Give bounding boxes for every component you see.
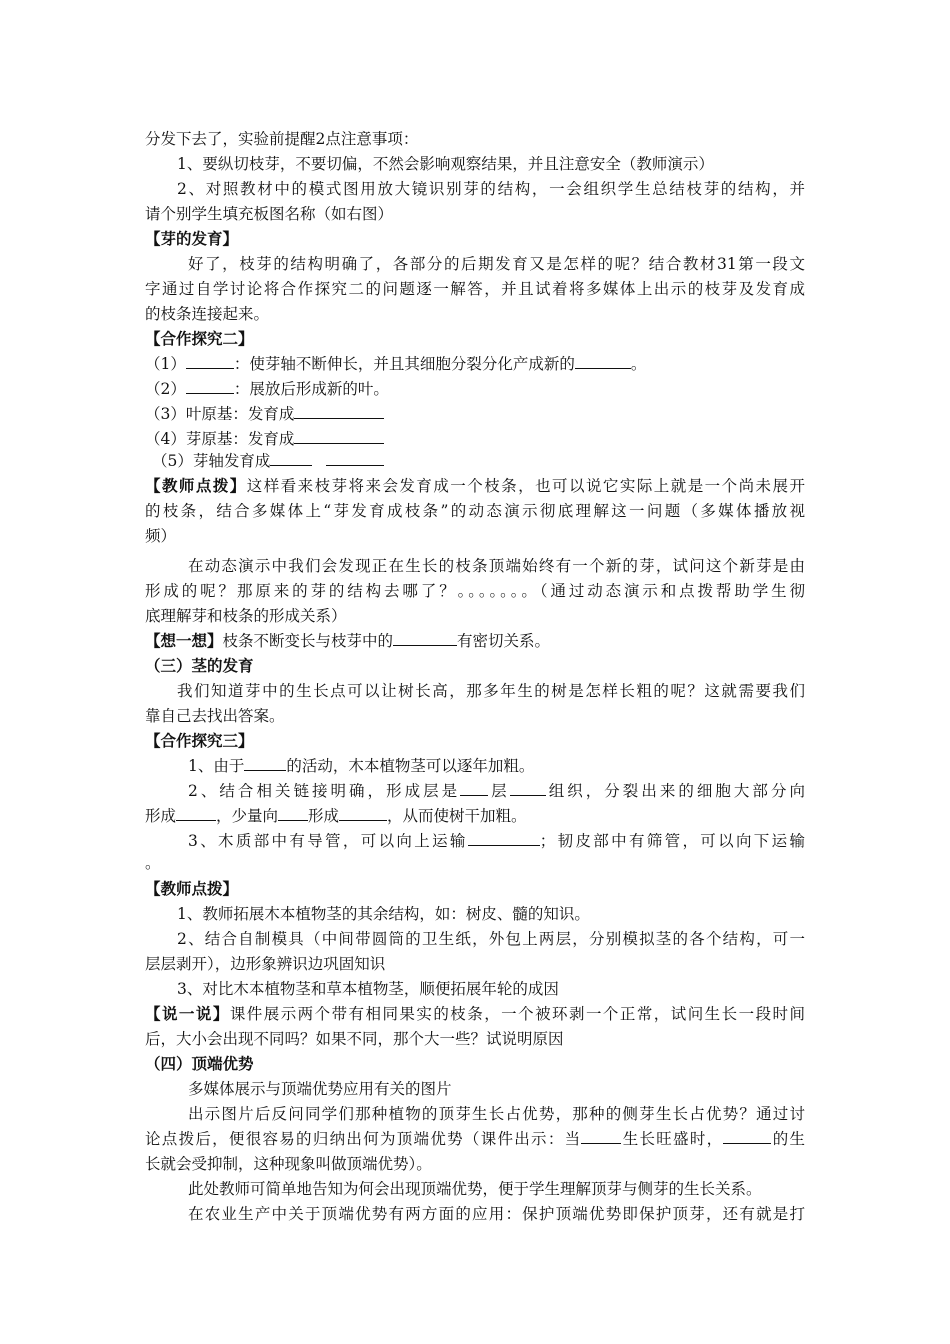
text-span: 课件展示两个带有相同果实的枝条，一个被环剥一个正常，试问生长一段时间 xyxy=(229,1005,805,1023)
fill-blank[interactable] xyxy=(723,1129,771,1144)
text-span: 1、由于 xyxy=(188,757,245,775)
question-line xyxy=(188,755,534,777)
text-span: 3、木质部中有导管，可以向上运输 xyxy=(188,832,468,850)
text-line: 我们知道芽中的生长点可以让树长高，那多年生的树是怎样长粗的呢？这就需要我们 xyxy=(177,682,805,700)
text-line: 形成的呢？那原来的芽的结构去哪了？。。。。。。。（通过动态演示和点拨帮助学生彻 xyxy=(145,582,805,600)
text-span: （5）芽轴发育成 xyxy=(152,452,271,470)
text-line: 层层剥开），边形象辨识边巩固知识 xyxy=(145,955,386,973)
fill-blank[interactable] xyxy=(294,429,384,444)
fill-blank[interactable] xyxy=(186,354,234,369)
text-line: 2、结合自制模具（中间带圆筒的卫生纸，外包上两层，分别模拟茎的各个结构，可一 xyxy=(177,930,805,948)
fill-blank[interactable] xyxy=(510,781,546,796)
text-line: 的枝条连接起来。 xyxy=(145,305,270,323)
fill-blank[interactable] xyxy=(270,451,312,466)
text-span: 枝条不断变长与枝芽中的 xyxy=(222,632,394,650)
text-span: ，少量向 xyxy=(216,807,279,825)
text-line: 底理解芽和枝条的形成关系） xyxy=(145,607,347,625)
fill-blank[interactable] xyxy=(186,379,234,394)
fill-blank[interactable] xyxy=(460,781,488,796)
section-heading: 【教师点拨】 xyxy=(145,879,239,898)
text-line: 频） xyxy=(145,527,177,545)
text-span: 形成 xyxy=(145,807,177,825)
text-line: 靠自己去找出答案。 xyxy=(145,707,285,725)
fill-blank[interactable] xyxy=(326,451,384,466)
text-span: （2） xyxy=(145,380,186,398)
text-span: 组织，分裂出来的细胞大部分向 xyxy=(545,782,805,800)
text-span: 论点拨后，便很容易的归纳出何为顶端优势（课件出示：当 xyxy=(145,1130,582,1148)
fill-blank[interactable] xyxy=(244,756,286,771)
section-heading: 【合作探究三】 xyxy=(145,731,254,750)
subsection-heading: （三）茎的发育 xyxy=(145,656,254,675)
text-span: 的活动，木本植物茎可以逐年加粗。 xyxy=(286,757,535,775)
question-line xyxy=(188,830,805,852)
fill-blank[interactable] xyxy=(393,631,457,646)
text-line: 长就会受抑制，这种现象叫做顶端优势）。 xyxy=(145,1155,432,1173)
question-line xyxy=(145,378,389,400)
text-line: 在农业生产中关于顶端优势有两方面的应用：保护顶端优势即保护顶芽，还有就是打 xyxy=(188,1205,805,1223)
text-span: ，从而使树干加粗。 xyxy=(387,807,527,825)
text-span: （4）芽原基：发育成 xyxy=(145,430,295,448)
fill-blank[interactable] xyxy=(278,806,308,821)
text-line: 3、对比木本植物茎和草本植物茎，顺便拓展年轮的成因 xyxy=(177,980,559,998)
text-span: 的生 xyxy=(771,1130,805,1148)
question-line xyxy=(145,353,646,375)
fill-blank[interactable] xyxy=(575,354,631,369)
question-line xyxy=(145,403,384,425)
text-line xyxy=(145,475,805,497)
text-line: 后，大小会出现不同吗？如果不同，那个大一些？试说明原因 xyxy=(145,1030,564,1048)
text-span: 层 xyxy=(488,782,510,800)
fill-blank[interactable] xyxy=(581,1129,621,1144)
question-line xyxy=(145,805,527,827)
text-line: 字通过自学讨论将合作探究二的问题逐一解答，并且试着将多媒体上出示的枝芽及发育成 xyxy=(145,280,805,298)
text-line: 分发下去了，实验前提醒2点注意事项： xyxy=(145,130,419,148)
section-heading: 【想一想】 xyxy=(145,631,223,650)
section-heading: 【说一说】 xyxy=(145,1004,230,1023)
section-heading: 【合作探究二】 xyxy=(145,329,254,348)
text-line: 出示图片后反问同学们那种植物的顶芽生长占优势，那种的侧芽生长占优势？通过讨 xyxy=(188,1105,805,1123)
text-span: 这样看来枝芽将来会发育成一个枝条，也可以说它实际上就是一个尚未展开 xyxy=(246,477,805,495)
question-line xyxy=(145,428,384,450)
text-span: ：展放后形成新的叶。 xyxy=(233,380,389,398)
text-span: ；韧皮部中有筛管，可以向下运输 xyxy=(539,832,805,850)
text-span: ：使芽轴不断伸长，并且其细胞分裂分化产成新的 xyxy=(233,355,575,373)
text-span: 有密切关系。 xyxy=(457,632,551,650)
text-line: 1、教师拓展木本植物茎的其余结构，如：树皮、髓的知识。 xyxy=(177,905,590,923)
text-line xyxy=(145,1128,805,1150)
text-line: 请个别学生填充板图名称（如右图） xyxy=(145,205,394,223)
text-span: 生长旺盛时， xyxy=(621,1130,724,1148)
question-line xyxy=(152,450,384,472)
text-line: 此处教师可简单地告知为何会出现顶端优势，便于学生理解顶芽与侧芽的生长关系。 xyxy=(188,1180,762,1198)
subsection-heading: （四）顶端优势 xyxy=(145,1054,254,1073)
text-span: 。 xyxy=(630,355,647,373)
text-line: 在动态演示中我们会发现正在生长的枝条顶端始终有一个新的芽，试问这个新芽是由 xyxy=(188,557,805,575)
fill-blank[interactable] xyxy=(339,806,387,821)
question-line xyxy=(188,780,805,802)
text-span: （3）叶原基：发育成 xyxy=(145,405,295,423)
text-line: 好了，枝芽的结构明确了，各部分的后期发育又是怎样的呢？结合教材31第一段文 xyxy=(188,255,805,273)
text-line: 1、要纵切枝芽，不要切偏，不然会影响观察结果，并且注意安全（教师演示） xyxy=(177,155,714,173)
text-line xyxy=(145,630,550,652)
text-span: 形成 xyxy=(308,807,340,825)
fill-blank[interactable] xyxy=(176,806,216,821)
text-line: 多媒体展示与顶端优势应用有关的图片 xyxy=(188,1080,452,1098)
section-heading: 【教师点拨】 xyxy=(145,476,247,495)
fill-blank[interactable] xyxy=(294,404,384,419)
text-span: 2、结合相关链接明确，形成层是 xyxy=(188,782,461,800)
text-line: 。 xyxy=(145,854,161,872)
text-line xyxy=(145,1003,805,1025)
text-line: 2、对照教材中的模式图用放大镜识别芽的结构，一会组织学生总结枝芽的结构，并 xyxy=(177,180,805,198)
section-heading: 【芽的发育】 xyxy=(145,229,239,248)
text-span: （1） xyxy=(145,355,186,373)
text-line: 的枝条，结合多媒体上“芽发育成枝条”的动态演示彻底理解这一问题（多媒体播放视 xyxy=(145,502,805,520)
fill-blank[interactable] xyxy=(468,831,540,846)
